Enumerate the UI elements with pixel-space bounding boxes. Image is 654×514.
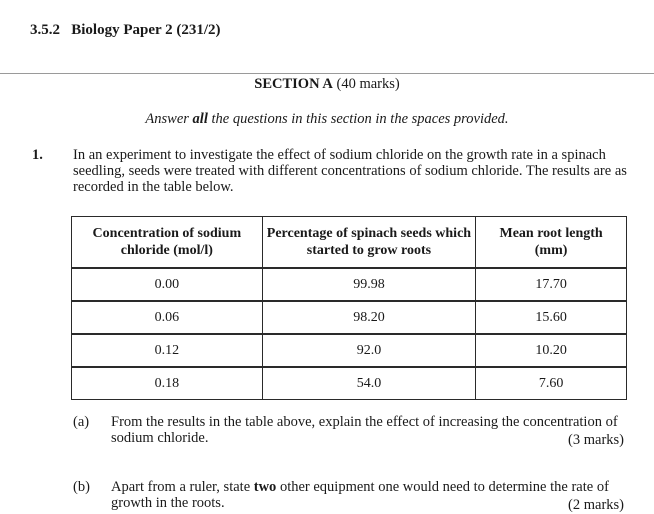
instruction-emphasis: all bbox=[192, 111, 208, 127]
table-cell: 98.20 bbox=[262, 301, 476, 334]
question-number: 1. bbox=[32, 147, 43, 163]
table-cell: 92.0 bbox=[262, 334, 476, 367]
table-cell: 17.70 bbox=[476, 268, 627, 301]
part-a-text: From the results in the table above, explain the effect of increasing the concentration of sodium chloride. bbox=[111, 414, 618, 446]
horizontal-divider bbox=[0, 73, 654, 74]
table-cell: 15.60 bbox=[476, 301, 627, 334]
table-cell: 7.60 bbox=[476, 367, 627, 400]
section-name: SECTION A bbox=[254, 76, 333, 92]
section-marks: (40 marks) bbox=[336, 76, 400, 92]
table-cell: 0.18 bbox=[72, 367, 263, 400]
part-b-text-after: other equipment one would need to determine the rate of growth in the roots. bbox=[111, 479, 609, 511]
question-text: In an experiment to investigate the effect of sodium chloride on the growth rate in a spinach seedling, seeds were treated with different concentrations of sodium chloride. The results are as recorded in the table below. bbox=[73, 147, 627, 195]
part-b-marks: (2 marks) bbox=[568, 497, 624, 513]
table-cell: 0.00 bbox=[72, 268, 263, 301]
results-table bbox=[71, 216, 627, 400]
paper-heading: 3.5.2 Biology Paper 2 (231/2) bbox=[30, 22, 221, 38]
section-title bbox=[0, 76, 654, 93]
header-percentage: Percentage of spinach seeds which started to grow roots bbox=[262, 217, 476, 269]
table-cell: 0.12 bbox=[72, 334, 263, 367]
table-cell: 54.0 bbox=[262, 367, 476, 400]
part-b-label: (b) bbox=[73, 479, 90, 495]
table-row bbox=[72, 268, 627, 301]
section-instruction bbox=[0, 111, 654, 128]
instruction-after: the questions in this section in the spaces provided. bbox=[207, 111, 509, 127]
table-row bbox=[72, 301, 627, 334]
table-header-row bbox=[72, 217, 627, 269]
part-b-text-before: Apart from a ruler, state bbox=[111, 479, 254, 495]
table-row bbox=[72, 367, 627, 400]
part-a-marks: (3 marks) bbox=[568, 432, 624, 448]
part-b-text-bold: two bbox=[253, 479, 277, 495]
table-row bbox=[72, 334, 627, 367]
part-a-label: (a) bbox=[73, 414, 90, 430]
header-concentration: Concentration of sodium chloride (mol/l) bbox=[72, 217, 263, 269]
table-cell: 10.20 bbox=[476, 334, 627, 367]
header-root-length: Mean root length (mm) bbox=[476, 217, 627, 269]
instruction-before: Answer bbox=[145, 111, 193, 127]
table-cell: 99.98 bbox=[262, 268, 476, 301]
table-cell: 0.06 bbox=[72, 301, 263, 334]
